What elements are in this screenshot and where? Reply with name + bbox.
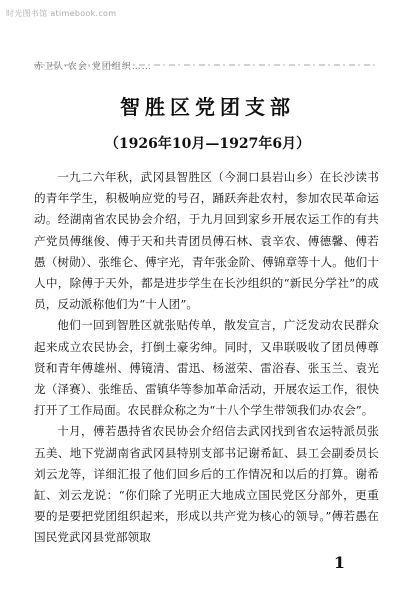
paragraph-1: 一九二六年秋，武冈县智胜区（今洞口县岩山乡）在长沙读书的青年学生，积极响应党的号召，踊跃奔赴农村，参加农民革命运动。经湖南省农民协会介绍，于九月回到家乡开展农运工作的有共产党员傅继俊、傅于天和共青团员傅石林、袁辛农、傅德馨、傅若愚（树勋）、张维仑、傅宇光，青年张金阶、傅锦章等十人。他们十人中，除傅于天外，都是进步学生在长沙组织的“新民分学社”的成员，反动派称他们为“十人团”。 — [34, 170, 380, 312]
date-range-subtitle: （1926年10月—1927年6月） — [104, 136, 311, 152]
body-text — [34, 167, 379, 549]
watermark: 时光图书馆 atimebook.com — [6, 9, 117, 18]
page-number: 1 — [333, 553, 345, 572]
paragraph-2: 他们一回到智胜区就张贴传单，散发宣言，广泛发动农民群众起来成立农民协会，打倒土豪劣绅。同时，又串联吸收了团员傅尊贤和青年傅雄州、傅镜清、雷迅、杨滋荣、雷浴春、张玉兰、袁光龙（泽赛）、张维岳、雷镇华等参加革命活动，开展农运工作，很快打开了工作局面。农民群众称之为“十八个学生带领我们办农会”。 — [34, 318, 380, 418]
page-title: 智胜区党团支部 — [120, 95, 295, 119]
paragraph-3: 十月，傅若愚持省农民协会介绍信去武冈找到省农运特派员张五美、地下党湖南省武冈县特别支部书记谢希缸、县工会副委员长刘云龙等，详细汇报了他们回乡后的工作情况和以后的打算。谢希缸、刘云龙说：“你们除了光明正大地成立国民党区分部外，更重要的是要把党团组织起来，形成以共产党为核心的领导。”傅若愚在国民党武冈县党部领取 — [34, 424, 379, 545]
header-strip: 赤卫队·农会·党团组织…… — [34, 59, 379, 71]
